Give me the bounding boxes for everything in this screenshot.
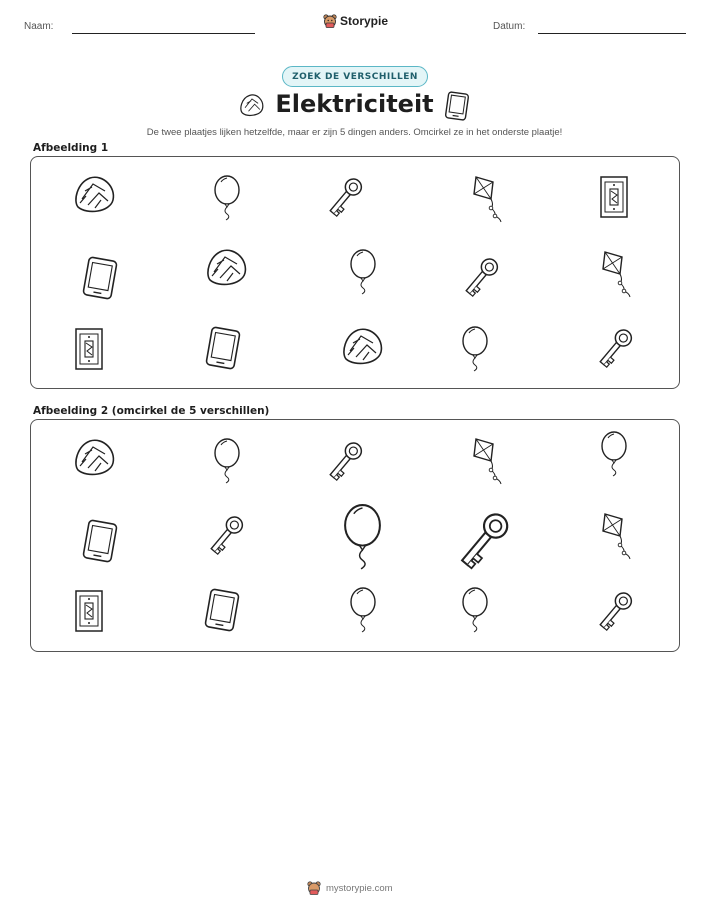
balloon-icon — [584, 423, 644, 483]
light-switch-icon — [584, 167, 644, 227]
name-field-line[interactable] — [72, 33, 255, 34]
light-switch-icon — [59, 319, 119, 379]
picture-2-cell[interactable] — [59, 581, 119, 641]
tablet-icon — [192, 580, 252, 640]
instructions: De twee plaatjes lijken hetzelfde, maar er zijn 5 dingen anders. Omcirkel ze in het onderste plaatje! — [146, 127, 563, 138]
picture-2-cell[interactable] — [333, 579, 393, 639]
key-icon — [315, 167, 375, 227]
picture-1-cell[interactable] — [197, 239, 257, 299]
rock-icon — [65, 429, 125, 489]
picture-1-cell[interactable] — [59, 319, 119, 379]
page-title: Elektriciteit — [275, 90, 434, 118]
picture-1-cell[interactable] — [197, 167, 257, 227]
worksheet-tag: ZOEK DE VERSCHILLEN — [282, 66, 428, 87]
picture-1-cell[interactable] — [445, 318, 505, 378]
picture-1-cell[interactable] — [65, 166, 125, 226]
footer — [307, 881, 393, 895]
kite-icon — [584, 242, 644, 302]
picture-2-cell[interactable] — [192, 580, 252, 640]
picture-1-cell[interactable] — [585, 318, 645, 378]
key-icon — [585, 581, 645, 641]
tablet-icon — [70, 511, 130, 571]
picture-1-cell[interactable] — [455, 167, 515, 227]
tablet-icon — [444, 91, 470, 121]
date-label: Datum: — [493, 21, 526, 32]
rock-icon — [65, 166, 125, 226]
footer-site[interactable]: mystorypie.com — [326, 882, 393, 894]
picture-2-cell[interactable] — [197, 430, 257, 490]
picture-1-cell[interactable] — [193, 318, 253, 378]
picture-2-cell[interactable] — [196, 505, 256, 565]
picture-1-cell[interactable] — [584, 242, 644, 302]
picture-2-cell[interactable] — [440, 497, 527, 584]
bear-icon — [323, 14, 337, 28]
picture-2-cell[interactable] — [70, 511, 130, 571]
balloon-icon — [319, 492, 406, 579]
picture-2-cell[interactable] — [585, 581, 645, 641]
key-icon — [315, 431, 375, 491]
kite-icon — [455, 167, 515, 227]
name-label: Naam: — [24, 21, 54, 32]
light-switch-icon — [59, 581, 119, 641]
picture-2-cell[interactable] — [65, 429, 125, 489]
picture-2-cell[interactable] — [455, 429, 515, 489]
picture-1-cell[interactable] — [333, 318, 393, 378]
bear-icon — [307, 881, 321, 895]
kite-icon — [455, 429, 515, 489]
balloon-icon — [197, 167, 257, 227]
balloon-icon — [197, 430, 257, 490]
balloon-icon — [445, 579, 505, 639]
key-icon — [451, 247, 511, 307]
tablet-icon — [70, 248, 130, 308]
key-icon — [440, 497, 527, 584]
key-icon — [196, 505, 256, 565]
balloon-icon — [333, 579, 393, 639]
picture-1-cell[interactable] — [70, 248, 130, 308]
balloon-icon — [333, 241, 393, 301]
picture-2-cell[interactable] — [319, 492, 406, 579]
tablet-icon — [193, 318, 253, 378]
picture-2-cell[interactable] — [584, 504, 644, 564]
picture-1-cell[interactable] — [333, 241, 393, 301]
picture-1-label: Afbeelding 1 — [33, 142, 109, 154]
picture-2-label: Afbeelding 2 (omcirkel de 5 verschillen) — [33, 405, 270, 417]
balloon-icon — [445, 318, 505, 378]
key-icon — [585, 318, 645, 378]
picture-2-cell[interactable] — [445, 579, 505, 639]
kite-icon — [584, 504, 644, 564]
brand-name: Storypie — [340, 14, 389, 28]
picture-1-cell[interactable] — [451, 247, 511, 307]
picture-2-cell[interactable] — [584, 423, 644, 483]
picture-2-cell[interactable] — [315, 431, 375, 491]
brand-logo — [323, 14, 388, 28]
picture-1-cell[interactable] — [584, 167, 644, 227]
picture-1-cell[interactable] — [315, 167, 375, 227]
date-field-line[interactable] — [538, 33, 686, 34]
rock-icon — [197, 239, 257, 299]
rock-icon — [333, 318, 393, 378]
